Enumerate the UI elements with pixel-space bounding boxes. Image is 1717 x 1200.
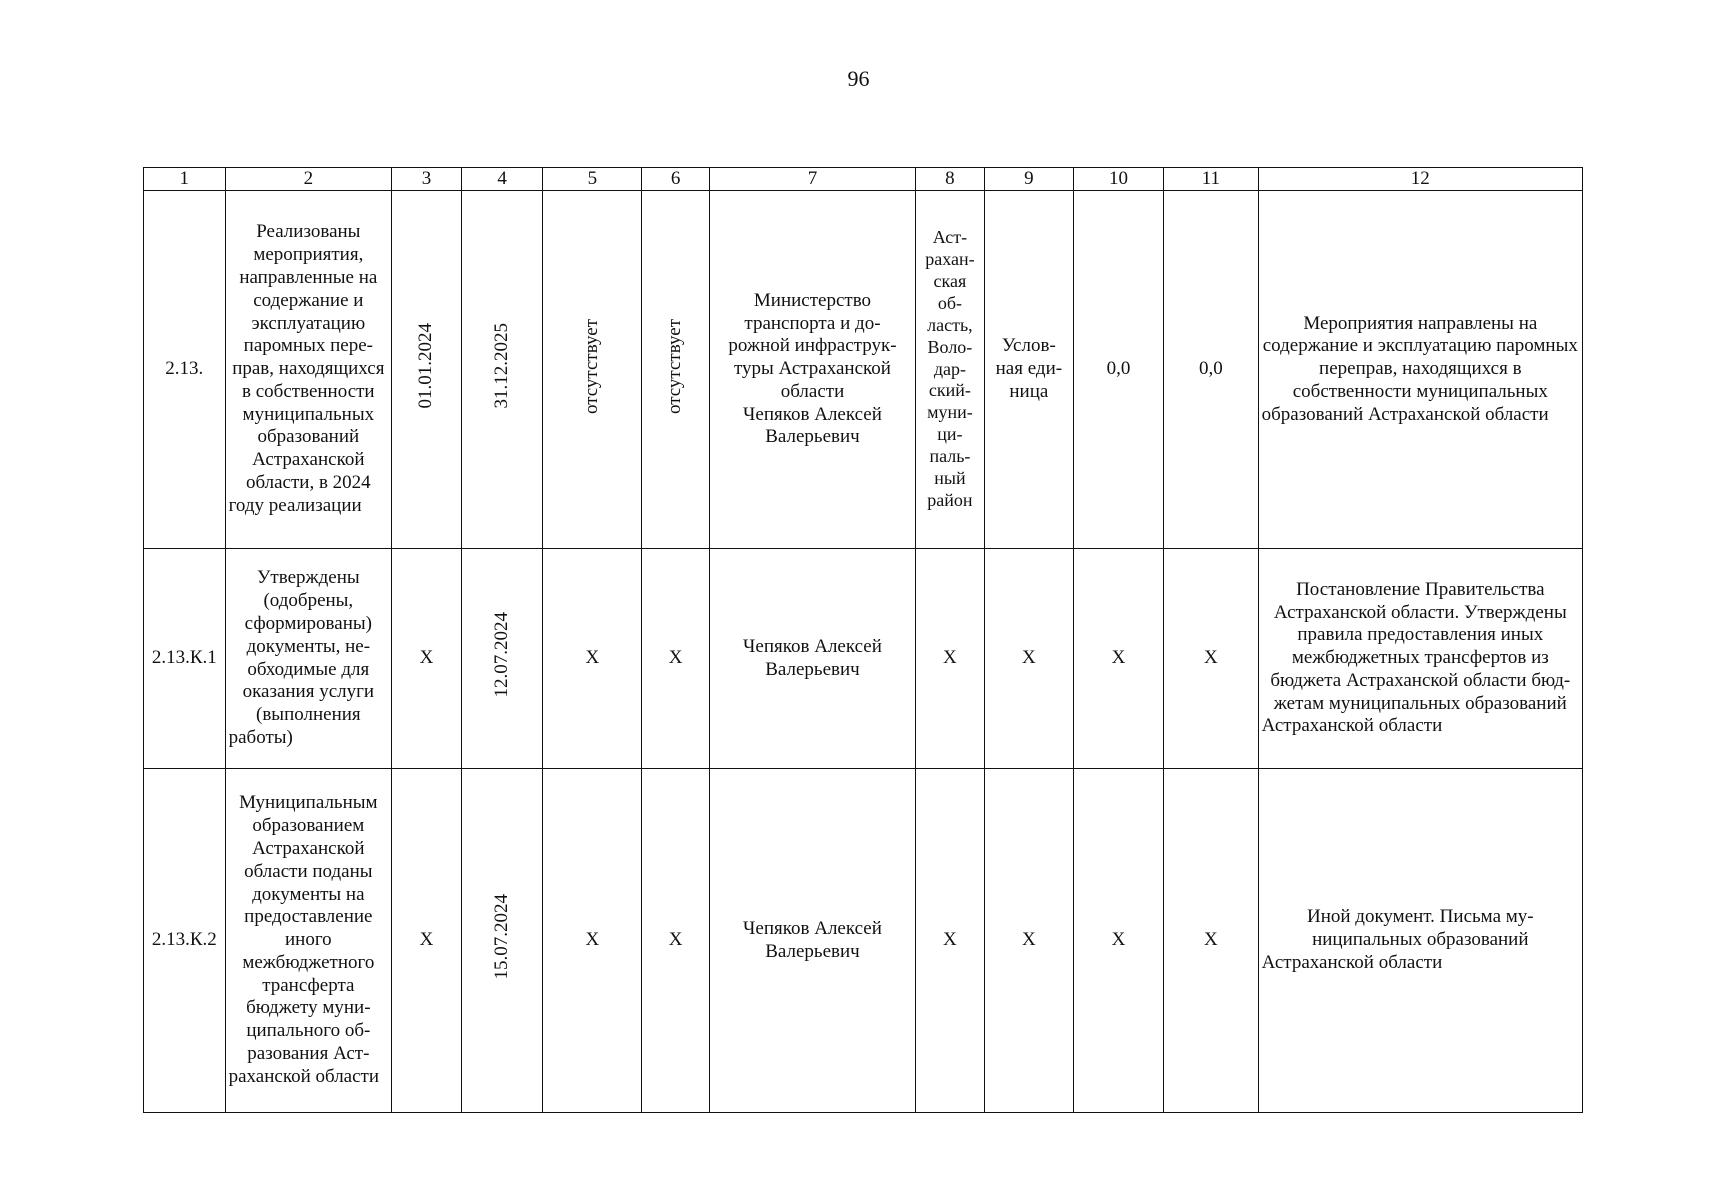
date-cell — [461, 549, 543, 769]
col10-value: X — [1073, 769, 1163, 1113]
column-header: 9 — [984, 168, 1073, 191]
value-10: 0,0 — [1073, 191, 1163, 549]
col6-value: отсутствует — [664, 318, 686, 414]
col6-value: X — [642, 769, 710, 1113]
result-description: Реализованы мероприятия, направленные на содержание и эксплуатацию паромных переправ, находящихся в собственности муниципальных образований Астраханской области, в 2024 году реализации — [225, 191, 391, 549]
date-value: 15.07.2024 — [490, 894, 512, 980]
header-row — [144, 168, 1583, 191]
responsible: Министерство транспорта и до- рожной инфраструк- туры Астраханской области Чепяков Алексей Валерьевич — [709, 191, 915, 549]
column-header: 12 — [1258, 168, 1582, 191]
start-date: 01.01.2024 — [415, 323, 437, 409]
col6-cell — [642, 191, 710, 549]
comment: Мероприятия направлены на содержание и эксплуатацию паромных переправ, находящихся в собственности муниципальных образований Астраханской области — [1258, 191, 1582, 549]
page-number: 96 — [847, 66, 870, 91]
column-header: 1 — [144, 168, 226, 191]
col8-value: X — [916, 549, 985, 769]
value-11: 0,0 — [1164, 191, 1259, 549]
column-header: 4 — [461, 168, 543, 191]
col11-value: X — [1164, 769, 1259, 1113]
responsible: Чепяков Алексей Валерьевич — [709, 769, 915, 1113]
end-date-cell — [461, 191, 543, 549]
table-row — [144, 549, 1583, 769]
column-header: 3 — [392, 168, 462, 191]
end-date: 31.12.2025 — [490, 323, 512, 409]
col5-cell — [543, 191, 642, 549]
col6-value: X — [642, 549, 710, 769]
row-number: 2.13.К.1 — [144, 549, 226, 769]
date-value: 12.07.2024 — [490, 612, 512, 698]
col5-value: X — [543, 549, 642, 769]
row-number: 2.13.К.2 — [144, 769, 226, 1113]
comment: Иной документ. Письма муниципальных образований Астраханской области — [1258, 769, 1582, 1113]
col9-value: X — [984, 549, 1073, 769]
column-header: 5 — [543, 168, 642, 191]
column-header: 8 — [916, 168, 985, 191]
unit: Услов- ная еди- ница — [984, 191, 1073, 549]
table-row — [144, 769, 1583, 1113]
col3-value: X — [392, 549, 462, 769]
result-description: Муниципальным образованием Астраханской области поданы документы на предоставление иного межбюджетного трансферта бюджету муниципального образования Астраханской области — [225, 769, 391, 1113]
data-table — [143, 167, 1583, 1113]
col8-value: X — [916, 769, 985, 1113]
responsible: Чепяков Алексей Валерьевич — [709, 549, 915, 769]
col5-value: отсутствует — [580, 318, 602, 414]
column-header: 7 — [709, 168, 915, 191]
col5-value: X — [543, 769, 642, 1113]
row-number: 2.13. — [144, 191, 226, 549]
territory: Аст- рахан- ская об- ласть, Воло- дар- ский- муни- ци- паль- ный район — [916, 191, 985, 549]
comment: Постановление Правительства Астраханской области. Утверждены правила предоставления иных межбюджетных трансфертов из бюджета Астраханской области бюджетам муниципальных образований Астраханской области — [1258, 549, 1582, 769]
column-header: 10 — [1073, 168, 1163, 191]
col3-value: X — [392, 769, 462, 1113]
col9-value: X — [984, 769, 1073, 1113]
column-header: 2 — [225, 168, 391, 191]
column-header: 11 — [1164, 168, 1259, 191]
col10-value: X — [1073, 549, 1163, 769]
start-date-cell — [392, 191, 462, 549]
result-description: Утверждены (одобрены, сформированы) документы, необходимые для оказания услуги (выполнения работы) — [225, 549, 391, 769]
col11-value: X — [1164, 549, 1259, 769]
table-row — [144, 191, 1583, 549]
column-header: 6 — [642, 168, 710, 191]
date-cell — [461, 769, 543, 1113]
